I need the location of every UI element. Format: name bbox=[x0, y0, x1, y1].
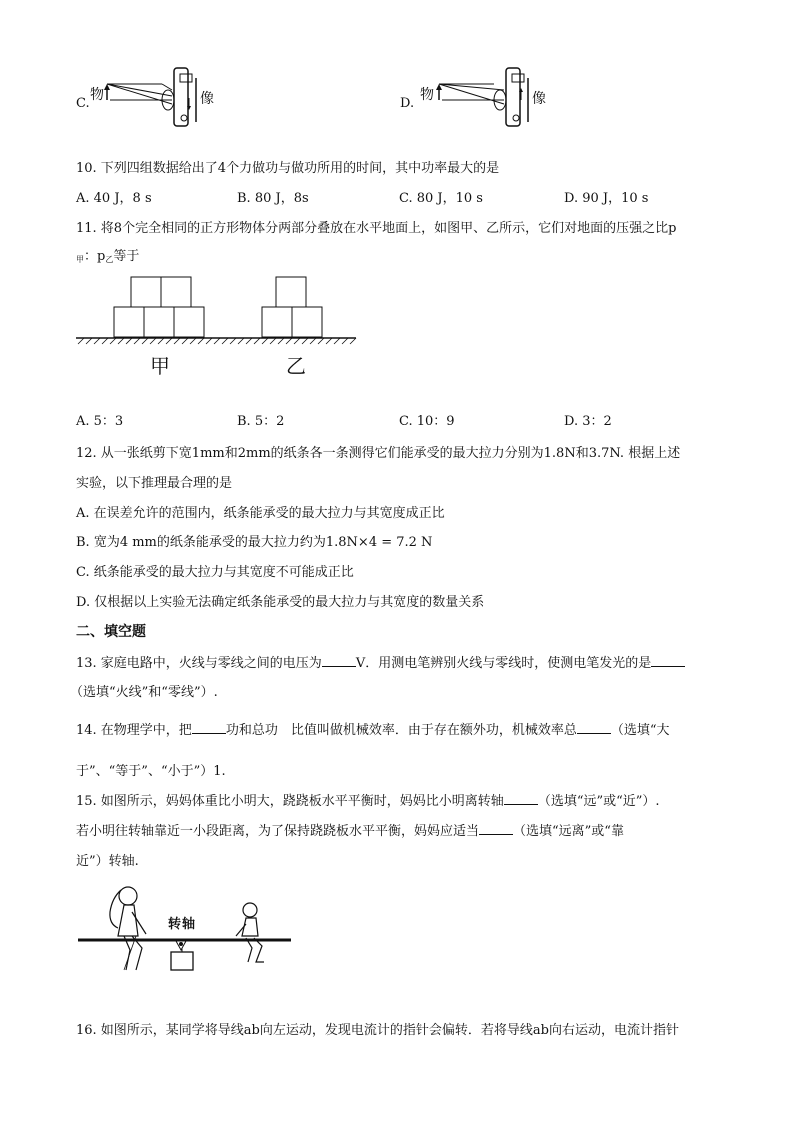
lens-diagram-c bbox=[100, 60, 210, 130]
figure-label-jia: 甲 bbox=[150, 354, 170, 378]
lens-diagram-d bbox=[432, 60, 542, 130]
figure-label-yi: 乙 bbox=[286, 354, 306, 378]
q11-option-d: D. 3：2 bbox=[564, 414, 612, 429]
question-14: 14. 在物理学中，把 功和总功 比值叫做机械效率．由于存在额外功，机械效率总 （选填“大 bbox=[76, 723, 670, 738]
pivot-label: 转轴 bbox=[168, 917, 197, 932]
q10-option-c: C. 80 J，10 s bbox=[399, 191, 483, 206]
subscript-yi: 乙 bbox=[105, 255, 114, 264]
question-13-cont: （选填“火线”和“零线”）. bbox=[70, 685, 218, 700]
question-12-stem: 12. 从一张纸剪下宽1mm和2mm的纸条各一条测得它们能承受的最大拉力分别为1.8N和3.7N. 根据上述 bbox=[76, 446, 681, 461]
answer-blank[interactable] bbox=[651, 655, 685, 667]
image-label: 像 bbox=[200, 91, 214, 107]
subscript-jia: 甲 bbox=[76, 255, 84, 264]
option-c-label: C. bbox=[76, 96, 90, 111]
object-label: 物 bbox=[90, 87, 104, 103]
answer-blank[interactable] bbox=[322, 655, 356, 667]
answer-blank[interactable] bbox=[504, 793, 538, 805]
question-15-cont: 若小明往转轴靠近一小段距离，为了保持跷跷板水平平衡，妈妈应适当 （选填“远离”或“靠 bbox=[76, 824, 624, 839]
q11-option-c: C. 10：9 bbox=[399, 414, 455, 429]
question-15-cont2: 近”）转轴. bbox=[76, 854, 139, 869]
question-11-stem-cont: $_甲$：$p_乙$等于 bbox=[76, 249, 140, 264]
q11-option-b: B. 5：2 bbox=[237, 414, 285, 429]
object-label: 物 bbox=[420, 87, 434, 103]
option-d-label: D. bbox=[400, 96, 415, 111]
question-15: 15. 如图所示，妈妈体重比小明大，跷跷板水平平衡时，妈妈比小明离转轴 （选填“远”或“近”）. bbox=[76, 794, 660, 809]
question-16: 16. 如图所示，某同学将导线ab向左运动，发现电流计的指针会偏转．若将导线ab向右运动，电流计指针 bbox=[76, 1023, 679, 1038]
question-11-stem: 11. 将8个完全相同的正方形物体分两部分叠放在水平地面上，如图甲、乙所示，它们对地面的压强之比p bbox=[76, 221, 677, 236]
q11-option-a: A. 5：3 bbox=[76, 414, 124, 429]
section-title: 二、填空题 bbox=[76, 624, 146, 640]
answer-blank[interactable] bbox=[479, 823, 513, 835]
image-label: 像 bbox=[532, 91, 546, 107]
answer-blank[interactable] bbox=[577, 722, 611, 734]
q10-option-a: A. 40 J，8 s bbox=[76, 191, 152, 206]
q10-option-b: B. 80 J，8s bbox=[237, 191, 309, 206]
question-14-cont: 于”、“等于”、“小于”）1. bbox=[76, 764, 226, 779]
question-13: 13. 家庭电路中，火线与零线之间的电压为 V．用测电笔辨别火线与零线时，使测电笔发光的是 bbox=[76, 652, 685, 671]
q12-option-a: A. 在误差允许的范围内，纸条能承受的最大拉力与其宽度成正比 bbox=[76, 506, 445, 521]
q12-option-b: B. 宽为4 mm的纸条能承受的最大拉力约为1.8N×4 = 7.2 N bbox=[76, 535, 433, 550]
question-12-stem-cont: 实验，以下推理最合理的是 bbox=[76, 476, 233, 491]
answer-blank[interactable] bbox=[192, 722, 226, 734]
stacked-cubes-figure bbox=[76, 272, 366, 382]
question-10-stem: 10. 下列四组数据给出了4个力做功与做功所用的时间，其中功率最大的是 bbox=[76, 161, 500, 176]
q12-option-d: D. 仅根据以上实验无法确定纸条能承受的最大拉力与其宽度的数量关系 bbox=[76, 595, 485, 610]
q12-option-c: C. 纸条能承受的最大拉力与其宽度不可能成正比 bbox=[76, 565, 354, 580]
q10-option-d: D. 90 J，10 s bbox=[564, 191, 649, 206]
